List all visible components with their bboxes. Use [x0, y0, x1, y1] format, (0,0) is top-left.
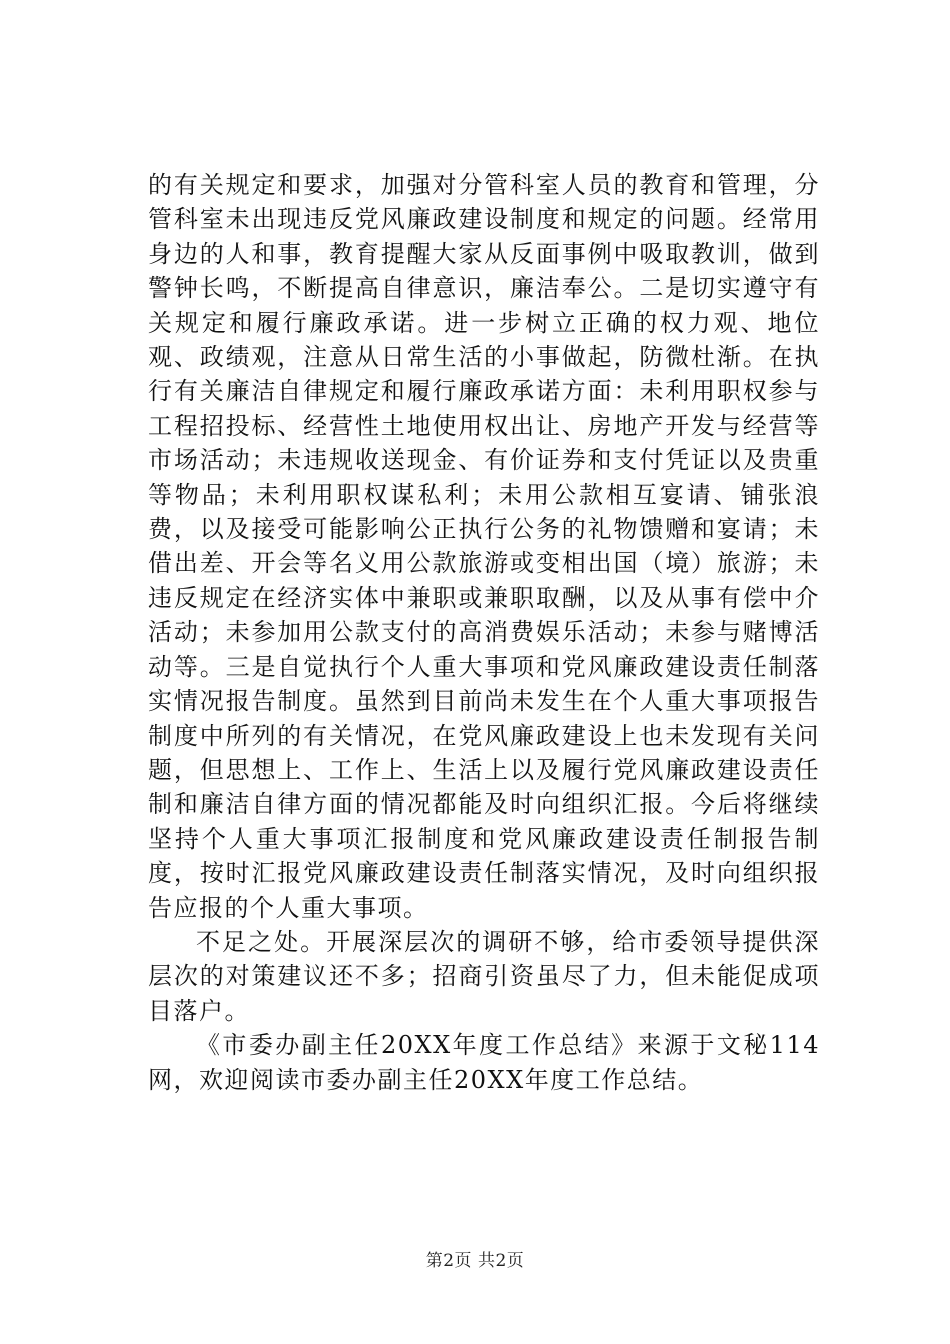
paragraph-source-note: 《市委办副主任20XX年度工作总结》来源于文秘114网，欢迎阅读市委办副主任20XX年度工作总结。: [148, 1031, 820, 1094]
paragraph-shortcomings: 不足之处。开展深层次的调研不够，给市委领导提供深层次的对策建议还不多；招商引资虽尽了力，但未能促成项目落户。: [148, 927, 820, 1025]
page-footer: 第2页 共2页: [425, 1251, 525, 1271]
document-body: [148, 168, 820, 1097]
paragraph-integrity-report: 的有关规定和要求，加强对分管科室人员的教育和管理，分管科室未出现违反党风廉政建设制度和规定的问题。经常用身边的人和事，教育提醒大家从反面事例中吸取教训，做到警钟长鸣，不断提高自律意识，廉洁奉公。二是切实遵守有关规定和履行廉政承诺。进一步树立正确的权力观、地位观、政绩观，注意从日常生活的小事做起，防微杜渐。在执行有关廉洁自律规定和履行廉政承诺方面：未利用职权参与工程招投标、经营性土地使用权出让、房地产开发与经营等市场活动；未违规收送现金、有价证券和支付凭证以及贵重等物品；未利用职权谋私利；未用公款相互宴请、铺张浪费，以及接受可能影响公正执行公务的礼物馈赠和宴请；未借出差、开会等名义用公款旅游或变相出国（境）旅游；未违反规定在经济实体中兼职或兼职取酬，以及从事有偿中介活动；未参加用公款支付的高消费娱乐活动；未参与赌博活动等。三是自觉执行个人重大事项和党风廉政建设责任制落实情况报告制度。虽然到目前尚未发生在个人重大事项报告制度中所列的有关情况，在党风廉政建设上也未发现有关问题，但思想上、工作上、生活上以及履行党风廉政建设责任制和廉洁自律方面的情况都能及时向组织汇报。今后将继续坚持个人重大事项汇报制度和党风廉政建设责任制报告制度，按时汇报党风廉政建设责任制落实情况，及时向组织报告应报的个人重大事项。: [148, 171, 820, 922]
